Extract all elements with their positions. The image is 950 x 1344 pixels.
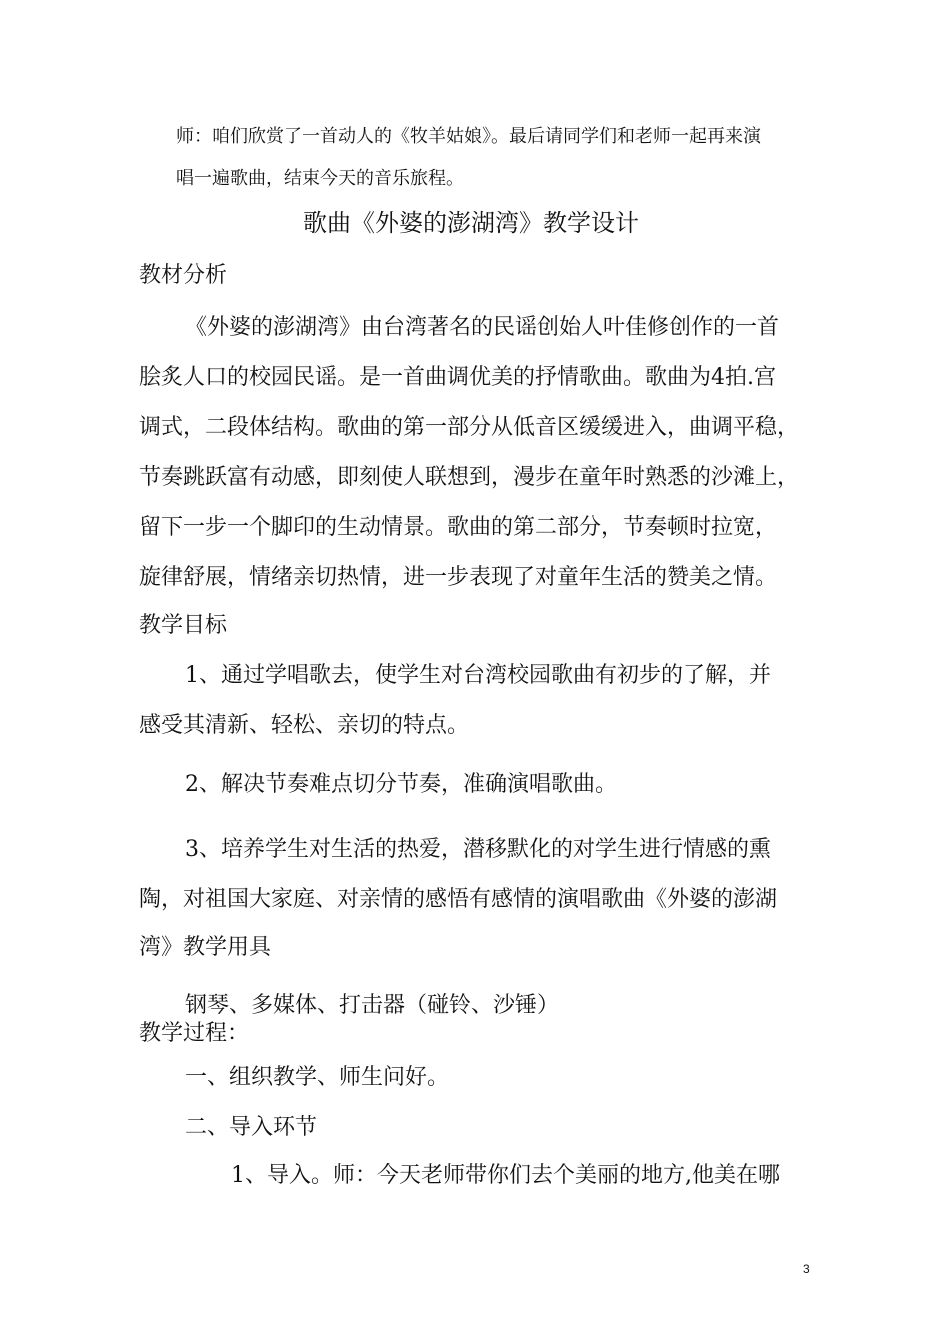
analysis-line-5: 留下一步一个脚印的生动情景。歌曲的第二部分，节奏顿时拉宽， xyxy=(139,515,778,540)
goal-3-line-1: 3、培养学生对生活的热爱，潜移默化的对学生进行情感的熏 xyxy=(185,837,771,862)
section-heading-analysis: 教材分析 xyxy=(139,263,228,288)
intro-line-1: 师：咱们欣赏了一首动人的《牧羊姑娘》。最后请同学们和老师一起再来演 xyxy=(176,126,761,147)
goal-3-line-3: 湾》教学用具 xyxy=(139,935,272,960)
intro-line-2: 唱一遍歌曲，结束今天的音乐旅程。 xyxy=(176,168,464,189)
analysis-line-3: 调式，二段体结构。歌曲的第一部分从低音区缓缓进入，曲调平稳， xyxy=(139,415,800,440)
page-number: 3 xyxy=(803,1262,810,1276)
section-heading-process: 教学过程： xyxy=(139,1021,250,1046)
analysis-line-6: 旋律舒展，情绪亲切热情，进一步表现了对童年生活的赞美之情。 xyxy=(139,565,778,590)
teaching-tools: 钢琴、多媒体、打击器（碰铃、沙锤） xyxy=(185,993,560,1018)
analysis-line-1: 《外婆的澎湖湾》由台湾著名的民谣创始人叶佳修创作的一首 xyxy=(185,315,780,340)
section-heading-goals: 教学目标 xyxy=(139,613,228,638)
goal-1-line-2: 感受其清新、轻松、亲切的特点。 xyxy=(139,713,470,738)
analysis-line-2: 脍炙人口的校园民谣。是一首曲调优美的抒情歌曲。歌曲为4拍.宫 xyxy=(139,365,776,390)
process-step-2-1: 1、导入。师：今天老师带你们去个美丽的地方,他美在哪 xyxy=(231,1163,780,1188)
process-step-1: 一、组织教学、师生问好。 xyxy=(185,1065,450,1090)
document-title: 歌曲《外婆的澎湖湾》教学设计 xyxy=(303,209,639,237)
goal-2: 2、解决节奏难点切分节奏，准确演唱歌曲。 xyxy=(185,772,617,797)
goal-3-line-2: 陶，对祖国大家庭、对亲情的感悟有感情的演唱歌曲《外婆的澎湖 xyxy=(139,887,778,912)
analysis-line-4: 节奏跳跃富有动感，即刻使人联想到，漫步在童年时熟悉的沙滩上， xyxy=(139,465,800,490)
process-step-2: 二、导入环节 xyxy=(185,1115,318,1140)
goal-1-line-1: 1、通过学唱歌去，使学生对台湾校园歌曲有初步的了解，并 xyxy=(185,663,771,688)
